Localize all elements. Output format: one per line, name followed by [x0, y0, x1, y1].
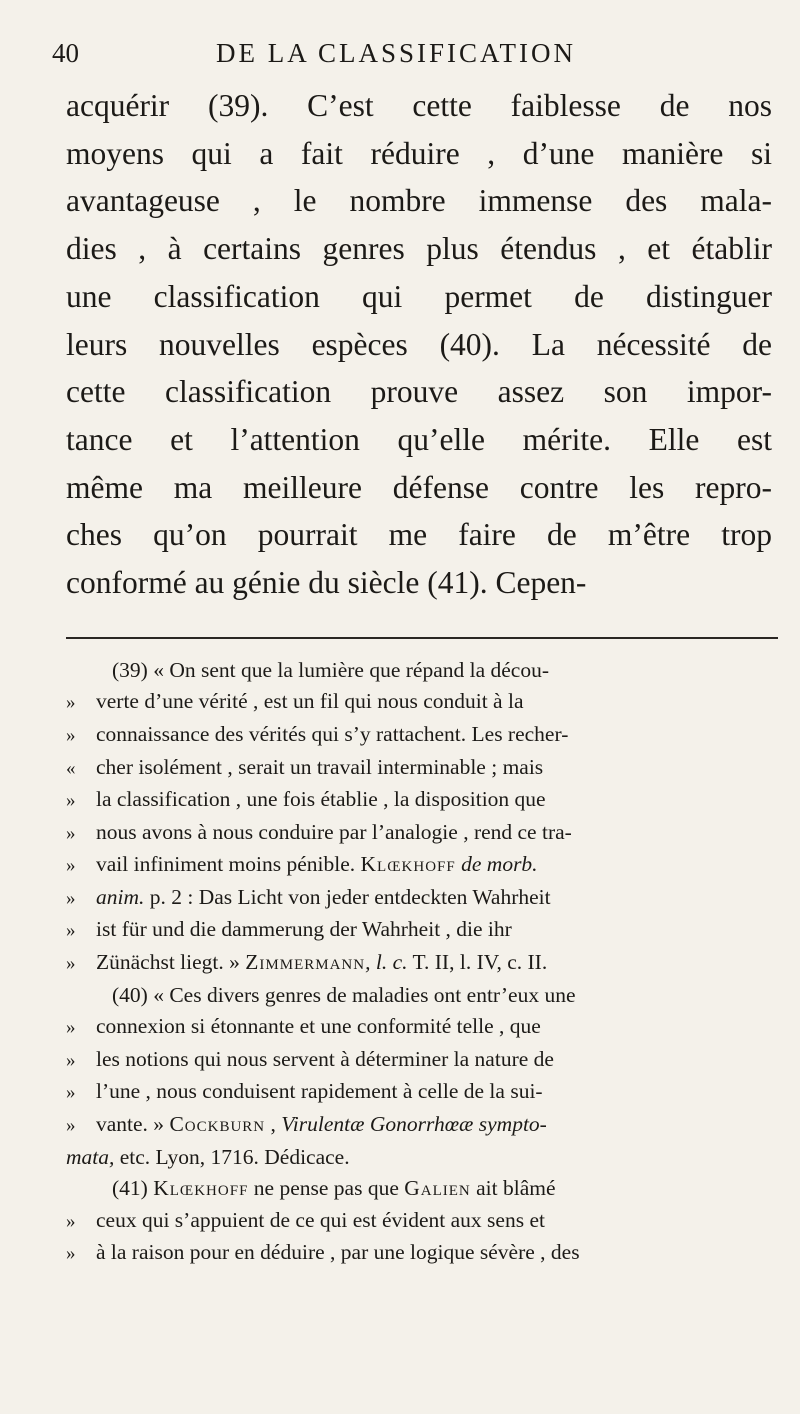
text-line: une classification qui permet de distinguer — [66, 278, 772, 314]
work-title: mata, — [66, 1144, 115, 1169]
footnote-rule — [66, 637, 778, 639]
note-text: ne pense pas que — [248, 1176, 405, 1201]
author-name: Galien — [404, 1176, 471, 1201]
work-title: Virulentæ Gonorrhœæ sympto- — [281, 1112, 547, 1137]
quote-mark: » — [66, 887, 76, 909]
main-text — [52, 82, 772, 607]
note-line — [66, 947, 772, 980]
note-text: vail infiniment moins pénible. — [96, 852, 361, 877]
note-text: p. 2 : Das Licht von jeder entdeckten Wahrheit — [144, 884, 551, 909]
note-line — [66, 1076, 772, 1109]
author-name: Cockburn — [169, 1112, 266, 1137]
text-line: acquérir (39). C’est cette faiblesse de nos — [66, 88, 772, 123]
note-line — [66, 1205, 772, 1238]
note-text: les notions qui nous servent à déterminer la nature de — [96, 1046, 554, 1071]
quote-mark: » — [66, 724, 76, 746]
quote-mark: » — [66, 1115, 76, 1137]
page-number: 40 — [52, 38, 79, 68]
note-line — [66, 817, 772, 850]
note-line — [66, 1173, 772, 1205]
note-text: ceux qui s’appuient de ce qui est évident aux sens et — [96, 1207, 545, 1232]
note-line — [66, 784, 772, 817]
note-text: Zünächst liegt. » — [96, 950, 246, 975]
quote-mark: » — [66, 1017, 76, 1039]
note-text: connaissance des vérités qui s’y rattachent. Les recher- — [96, 721, 569, 746]
note-line — [66, 1011, 772, 1044]
quote-mark: » — [66, 822, 76, 844]
note-text: verte d’une vérité , est un fil qui nous conduit à la — [96, 689, 524, 714]
work-title: anim. — [96, 884, 145, 909]
text-line: moyens qui a fait réduire , d’une manière si — [66, 135, 772, 171]
citation-loc: , l. c. — [365, 950, 408, 975]
running-head — [52, 38, 772, 78]
note-text: la classification , une fois établie , la disposition que — [96, 787, 546, 812]
text-line: conformé au génie du siècle (41). Cepen- — [66, 565, 587, 601]
note-text: T. II, l. IV, c. II. — [407, 950, 548, 975]
note-text: connexion si étonnante et une conformité telle , que — [96, 1014, 541, 1039]
text-line: ches qu’on pourrait me faire de m’être trop — [66, 517, 772, 553]
note-text: l’une , nous conduisent rapidement à celle de la sui- — [96, 1079, 543, 1104]
note-line — [66, 1142, 772, 1174]
note-text: (41) — [112, 1176, 154, 1201]
note-line — [66, 752, 772, 785]
text-line: même ma meilleure défense contre les repro- — [66, 469, 772, 505]
note-line — [66, 719, 772, 752]
text-line: dies , à certains genres plus étendus , et établir — [66, 231, 772, 267]
quote-mark: » — [66, 1049, 76, 1071]
footnote-39 — [66, 655, 772, 980]
note-text: , — [265, 1112, 282, 1137]
quote-mark: « — [66, 757, 76, 779]
quote-mark: » — [66, 790, 76, 812]
quote-mark: » — [66, 692, 76, 714]
quote-mark: » — [66, 1243, 76, 1265]
quote-mark: » — [66, 953, 76, 975]
footnote-41 — [66, 1173, 772, 1270]
note-text: cher isolément , serait un travail interminable ; mais — [96, 754, 544, 779]
running-title: DE LA CLASSIFICATION — [215, 38, 577, 68]
note-line — [66, 1044, 772, 1077]
quote-mark: » — [66, 920, 76, 942]
note-text: vante. » — [96, 1112, 170, 1137]
note-line — [66, 914, 772, 947]
text-line: avantageuse , le nombre immense des mala- — [66, 183, 772, 219]
quote-mark: » — [66, 1210, 76, 1232]
text-line: cette classification prouve assez son impor- — [66, 374, 772, 410]
note-line: (39) « On sent que la lumière que répand la décou- — [112, 657, 550, 682]
note-line — [66, 849, 772, 882]
author-name: Klœkhoff — [153, 1176, 249, 1201]
note-line — [66, 1109, 772, 1142]
note-text: à la raison pour en déduire , par une logique sévère , des — [96, 1240, 580, 1265]
note-line — [66, 686, 772, 719]
note-line — [66, 1237, 772, 1270]
quote-mark: » — [66, 1082, 76, 1104]
note-text: etc. Lyon, 1716. Dédicace. — [114, 1144, 350, 1169]
footnote-40 — [66, 980, 772, 1174]
quote-mark: » — [66, 855, 76, 877]
note-line — [66, 882, 772, 915]
note-text: nous avons à nous conduire par l’analogie , rend ce tra- — [96, 819, 572, 844]
text-line: tance et l’attention qu’elle mérite. Elle est — [66, 421, 772, 457]
author-name: Klœkhoff — [360, 852, 456, 877]
book-page — [52, 38, 772, 1270]
work-title: de morb. — [455, 852, 538, 877]
note-text: ait blâmé — [470, 1176, 556, 1201]
footnotes — [52, 655, 772, 1270]
author-name: Zimmermann — [245, 950, 366, 975]
note-line: (40) « Ces divers genres de maladies ont entr’eux une — [112, 982, 576, 1007]
note-text: ist für und die dammerung der Wahrheit , die ihr — [96, 917, 512, 942]
text-line: leurs nouvelles espèces (40). La nécessité de — [66, 326, 772, 362]
